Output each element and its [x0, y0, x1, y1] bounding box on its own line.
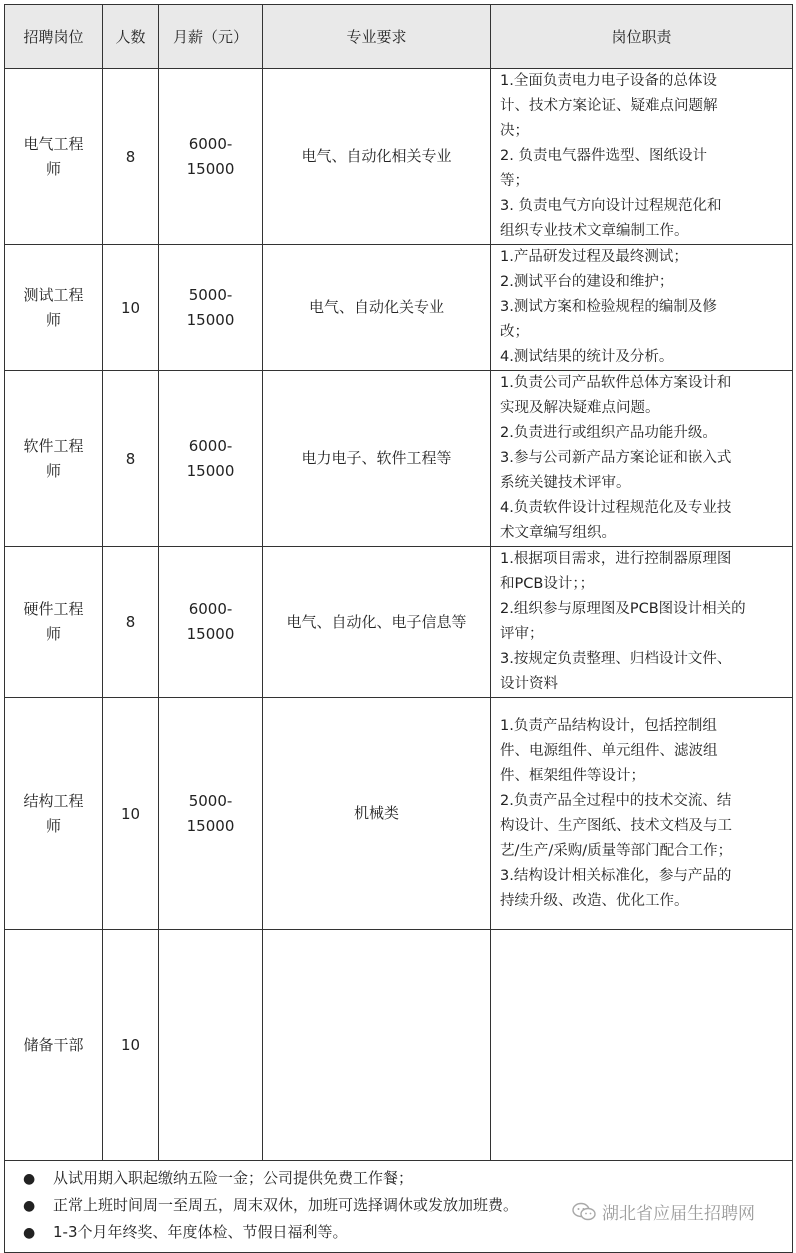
duty-line: 3.按规定负责整理、归档设计文件、 [500, 651, 732, 667]
duty-line: 1.根据项目需求，进行控制器原理图 [500, 551, 732, 567]
table-row [5, 371, 793, 547]
duty-line: 1.负责公司产品软件总体方案设计和 [500, 375, 732, 391]
duties-cell [491, 547, 793, 698]
major-cell [263, 930, 491, 1161]
duty-line: 2. 负责电气器件选型、图纸设计 [500, 148, 707, 164]
duty-line: 件、框架组件等设计； [500, 767, 645, 784]
position-cell: 储备干部 [5, 930, 103, 1161]
duty-line: 1.产品研发过程及最终测试； [500, 249, 688, 265]
duty-line: 4.负责软件设计过程规范化及专业技 [500, 500, 732, 516]
duty-line: 决； [500, 123, 529, 139]
duties-cell [491, 371, 793, 547]
benefit-item: ● 1-3个月年终奖、年度体检、节假日福利等。 [23, 1219, 792, 1246]
table-row [5, 547, 793, 698]
major-cell: 机械类 [263, 698, 491, 930]
table-row [5, 698, 793, 930]
duty-line: 艺/生产/采购/质量等部门配合工作； [500, 842, 733, 859]
watermark-text: 湖北省应届生招聘网 [602, 1204, 755, 1224]
duty-line: 和PCB设计；； [500, 576, 595, 592]
duty-line: 等； [500, 173, 529, 189]
duty-line: 评审； [500, 626, 544, 642]
count-cell: 8 [103, 69, 159, 245]
table-header-row [5, 5, 793, 69]
salary-cell: 5000- 15000 [159, 245, 263, 371]
duties-cell [491, 930, 793, 1161]
duty-line: 构设计、生产图纸、技术文档及与工 [500, 817, 732, 834]
duty-line: 1.负责产品结构设计，包括控制组 [500, 717, 717, 734]
duty-line: 件、电源组件、单元组件、滤波组 [500, 742, 718, 759]
wechat-icon [572, 1202, 596, 1222]
salary-cell [159, 930, 263, 1161]
position-cell: 软件工程 师 [5, 371, 103, 547]
header-duties: 岗位职责 [491, 5, 793, 69]
duty-line: 改； [500, 324, 529, 340]
position-cell: 电气工程 师 [5, 69, 103, 245]
duty-line: 3. 负责电气方向设计过程规范化和 [500, 198, 722, 214]
count-cell: 10 [103, 245, 159, 371]
header-position: 招聘岗位 [5, 5, 103, 69]
header-count: 人数 [103, 5, 159, 69]
duty-line: 3.结构设计相关标准化，参与产品的 [500, 867, 732, 884]
major-cell: 电气、自动化、电子信息等 [263, 547, 491, 698]
duty-line: 系统关键技术评审。 [500, 475, 631, 491]
benefit-item: ● 从试用期入职起缴纳五险一金；公司提供免费工作餐； [23, 1165, 792, 1192]
major-cell: 电气、自动化关专业 [263, 245, 491, 371]
table-row [5, 245, 793, 371]
count-cell: 8 [103, 371, 159, 547]
major-cell: 电力电子、软件工程等 [263, 371, 491, 547]
header-salary: 月薪（元） [159, 5, 263, 69]
benefit-item: ● 正常上班时间周一至周五，周末双休，加班可选择调休或发放加班费。 [23, 1192, 792, 1219]
duty-line: 1.全面负责电力电子设备的总体设 [500, 73, 717, 89]
position-cell: 测试工程 师 [5, 245, 103, 371]
header-major: 专业要求 [263, 5, 491, 69]
duty-line: 4.测试结果的统计及分析。 [500, 349, 674, 365]
duty-line: 实现及解决疑难点问题。 [500, 400, 660, 416]
duty-line: 3.参与公司新产品方案论证和嵌入式 [500, 450, 732, 466]
duty-line: 设计资料 [500, 676, 558, 692]
bullet-icon: ● [23, 1225, 36, 1241]
duty-line: 术文章编写组织。 [500, 525, 616, 541]
watermark [568, 1197, 759, 1226]
duty-line: 3.测试方案和检验规程的编制及修 [500, 299, 717, 315]
bullet-icon: ● [23, 1198, 36, 1214]
salary-cell: 6000- 15000 [159, 371, 263, 547]
salary-cell: 5000- 15000 [159, 698, 263, 930]
table-row [5, 930, 793, 1161]
bullet-icon: ● [23, 1171, 36, 1187]
duties-cell [491, 698, 793, 930]
duty-line: 2.测试平台的建设和维护； [500, 274, 674, 290]
duty-line: 组织专业技术文章编制工作。 [500, 223, 689, 239]
count-cell: 10 [103, 930, 159, 1161]
duty-line: 2.组织参与原理图及PCB图设计相关的 [500, 601, 746, 617]
table-row [5, 69, 793, 245]
major-cell: 电气、自动化相关专业 [263, 69, 491, 245]
duty-line: 2.负责产品全过程中的技术交流、结 [500, 792, 732, 809]
duty-line: 持续升级、改造、优化工作。 [500, 892, 689, 909]
recruitment-table [4, 4, 793, 1253]
duties-cell [491, 69, 793, 245]
count-cell: 10 [103, 698, 159, 930]
count-cell: 8 [103, 547, 159, 698]
duty-line: 2.负责进行或组织产品功能升级。 [500, 425, 717, 441]
salary-cell: 6000- 15000 [159, 69, 263, 245]
salary-cell: 6000- 15000 [159, 547, 263, 698]
position-cell: 结构工程 师 [5, 698, 103, 930]
duty-line: 计、技术方案论证、疑难点问题解 [500, 98, 718, 114]
duties-cell [491, 245, 793, 371]
position-cell: 硬件工程 师 [5, 547, 103, 698]
